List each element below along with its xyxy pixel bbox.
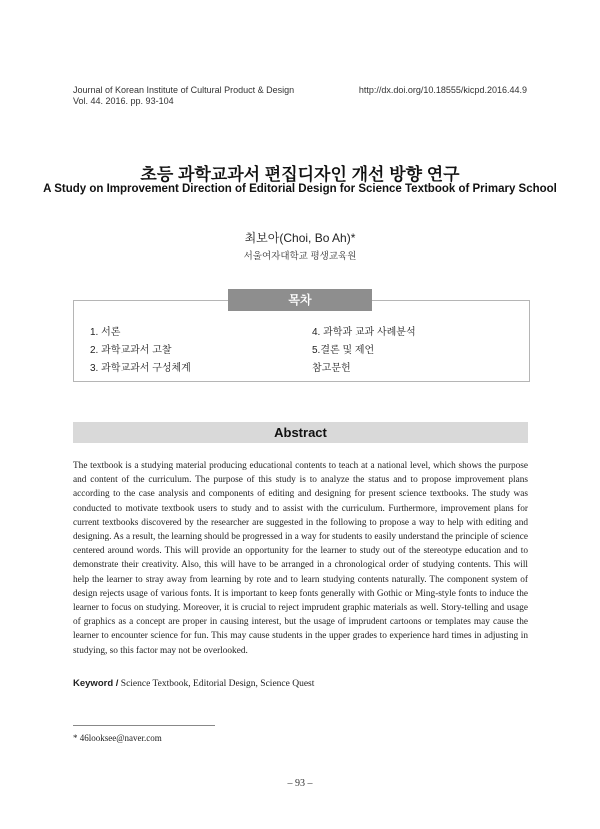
toc-item: 1. 서론 — [90, 327, 121, 338]
abstract-heading: Abstract — [73, 422, 528, 443]
keyword-text: Science Textbook, Editorial Design, Science Quest — [118, 679, 315, 689]
toc-item: 5.결론 및 제언 — [312, 345, 375, 356]
footnote-divider — [73, 725, 215, 726]
footnote: * 46looksee@naver.com — [73, 733, 162, 743]
journal-header — [73, 85, 294, 107]
abstract-body: The textbook is a studying material producing educational contents to teach at a national level, which shows the purpose and content of the curriculum. The purpose of this study is to analyze the status and to propose improvement plans according to the case analysis and components of editing and designing for present science textbooks. The study was conducted to motivate textbook users to study and to assist with the curriculum. Furthermore, improvement plans for current textbooks discovered by the researcher are suggested in the following to propose a way to help with editing and designing. As a result, the learning should be progressed in a way for students to easily understand the principle of science centered around words. This will provide an opportunity for the learner to study out of the stereotype education and to demonstrate their creativity. Also, this will have to be arranged in a chronological order of studying contents. This will help the learner to stray away from learning by rote and to learn studying contents naturally. The component system of design rejects usage of various fonts. It is important to keep fonts generally with Gothic or Ming-style fonts to induce the learner to focus on studying. Moreover, it is crucial to reject imprudent graphic materials as well. Story-telling and usage of graphics as a concept are proper in causing interest, but the usage of imprudent cartoons or templates may cause the learner to encounter science for fun. This may cause students in the upper grades to experience hard times in adjusting in studying, so this factor may not be overlooked. — [73, 461, 528, 656]
journal-volume: Vol. 44. 2016. pp. 93-104 — [73, 96, 174, 106]
title-english: A Study on Improvement Direction of Editorial Design for Science Textbook of Primary School — [43, 183, 557, 195]
toc-item: 2. 과학교과서 고찰 — [90, 345, 172, 356]
author-affiliation: 서울여자대학교 평생교육원 — [243, 251, 357, 262]
doi-link[interactable]: http://dx.doi.org/10.18555/kicpd.2016.44.9 — [358, 85, 527, 95]
page-number: – 93 – — [287, 778, 313, 789]
toc-item: 4. 과학과 교과 사례분석 — [312, 327, 416, 338]
keyword-line — [73, 678, 314, 689]
toc-item: 3. 과학교과서 구성체계 — [90, 363, 191, 374]
keyword-label: Keyword / — [73, 678, 119, 689]
title-korean: 초등 과학교과서 편집디자인 개선 방향 연구 — [140, 165, 460, 184]
journal-name: Journal of Korean Institute of Cultural Product & Design — [73, 85, 295, 95]
toc-item: 참고문헌 — [312, 363, 351, 374]
toc-title: 목차 — [228, 289, 372, 311]
author-name: 최보아(Choi, Bo Ah)* — [244, 231, 356, 245]
